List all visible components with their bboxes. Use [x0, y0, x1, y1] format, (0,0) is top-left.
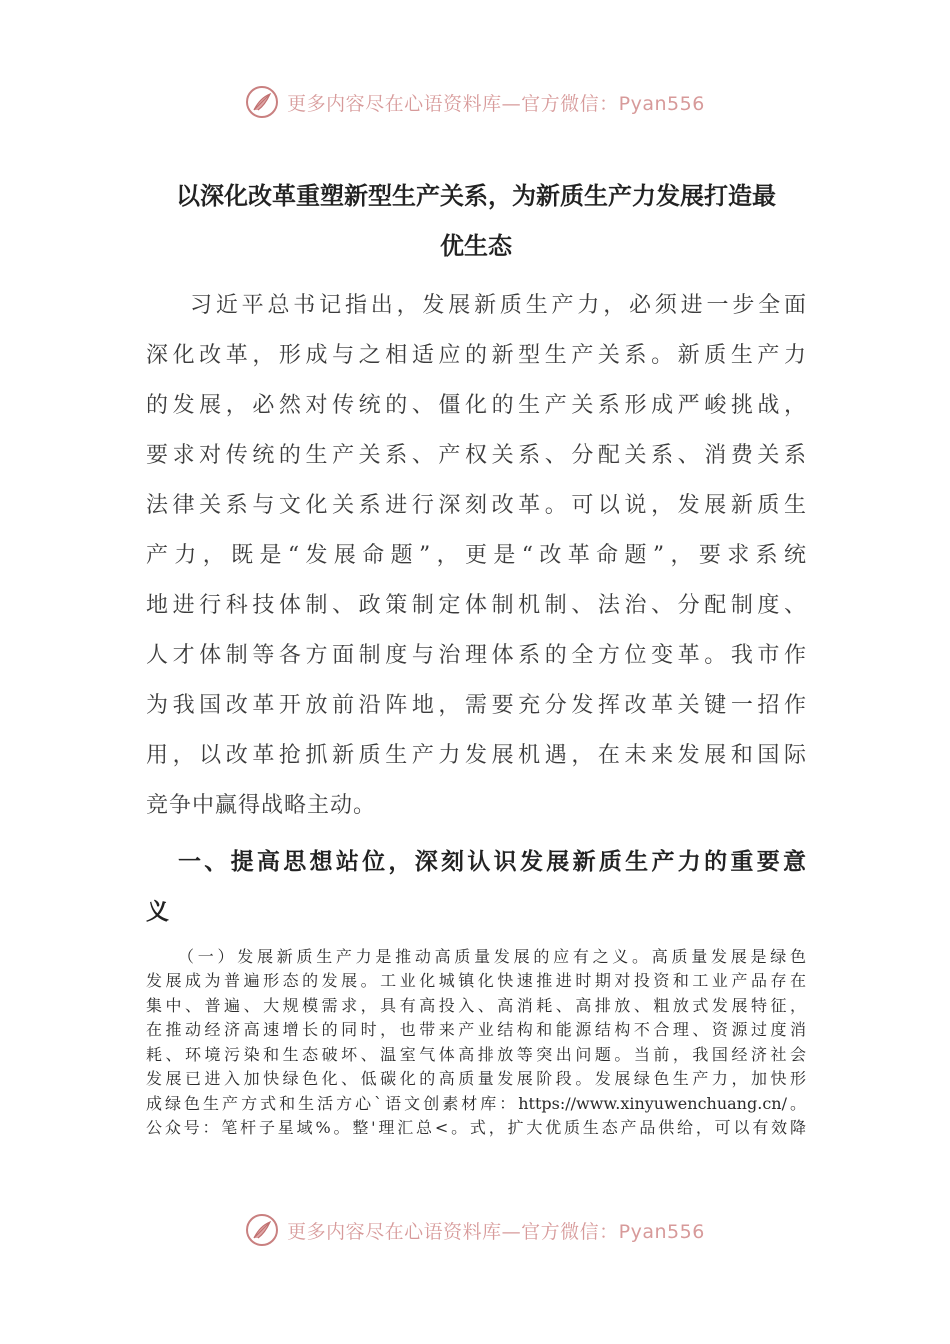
feather-pen-logo-icon	[245, 1213, 279, 1247]
watermark-text	[287, 1217, 705, 1244]
intro-line: 的发展，必然对传统的、僵化的生产关系形成严峻挑战，	[146, 393, 806, 418]
section-paragraph-line: 成绿色生产方式和生活方心`语文创素材库：https://www.xinyuwenchuang.cn/。	[146, 1094, 806, 1113]
section-paragraph-line: 发展成为普遍形态的发展。工业化城镇化快速推进时期对投资和工业产品存在	[146, 971, 806, 990]
intro-line: 习近平总书记指出，发展新质生产力，必须进一步全面	[190, 293, 806, 318]
intro-line: 地进行科技体制、政策制定体制机制、法治、分配制度、	[146, 593, 806, 618]
watermark-wechat-id: Pyan556	[618, 1220, 705, 1243]
watermark-footer	[0, 1210, 950, 1250]
intro-line: 用，以改革抢抓新质生产力发展机遇，在未来发展和国际	[146, 743, 806, 768]
section-paragraph-line: 耗、环境污染和生态破坏、温室气体高排放等突出问题。当前，我国经济社会	[146, 1045, 806, 1064]
section-paragraph-line: （一）发展新质生产力是推动高质量发展的应有之义。高质量发展是绿色	[178, 947, 806, 966]
watermark-label: 更多内容尽在心语资料库—官方微信：	[287, 1220, 619, 1243]
document-title-line-2: 优生态	[440, 231, 512, 260]
watermark-text	[287, 89, 705, 116]
section-paragraph-line: 公众号：笔杆子星域%。整'理汇总<。式，扩大优质生态产品供给，可以有效降	[146, 1118, 806, 1137]
watermark-wechat-id: Pyan556	[618, 92, 705, 115]
document-title-line-1: 以深化改革重塑新型生产关系，为新质生产力发展打造最	[176, 181, 776, 210]
intro-line: 产力，既是“发展命题”，更是“改革命题”，要求系统	[146, 543, 806, 568]
intro-line: 竞争中赢得战略主动。	[146, 793, 377, 818]
section-paragraph-line: 集中、普遍、大规模需求，具有高投入、高消耗、高排放、粗放式发展特征，	[146, 996, 806, 1015]
intro-line: 深化改革，形成与之相适应的新型生产关系。新质生产力	[146, 343, 806, 368]
intro-line: 为我国改革开放前沿阵地，需要充分发挥改革关键一招作	[146, 693, 806, 718]
section-paragraph-line: 发展已进入加快绿色化、低碳化的高质量发展阶段。发展绿色生产力，加快形	[146, 1069, 806, 1088]
intro-line: 人才体制等各方面制度与治理体系的全方位变革。我市作	[146, 643, 806, 668]
section-heading-line-1: 一、提高思想站位，深刻认识发展新质生产力的重要意	[178, 848, 806, 875]
watermark-label: 更多内容尽在心语资料库—官方微信：	[287, 92, 619, 115]
feather-pen-logo-icon	[245, 85, 279, 119]
section-heading-line-2: 义	[146, 898, 169, 925]
intro-line: 法律关系与文化关系进行深刻改革。可以说，发展新质生	[146, 493, 806, 518]
watermark-header	[0, 82, 950, 122]
section-paragraph-line: 在推动经济高速增长的同时，也带来产业结构和能源结构不合理、资源过度消	[146, 1020, 806, 1039]
intro-line: 要求对传统的生产关系、产权关系、分配关系、消费关系	[146, 443, 806, 468]
